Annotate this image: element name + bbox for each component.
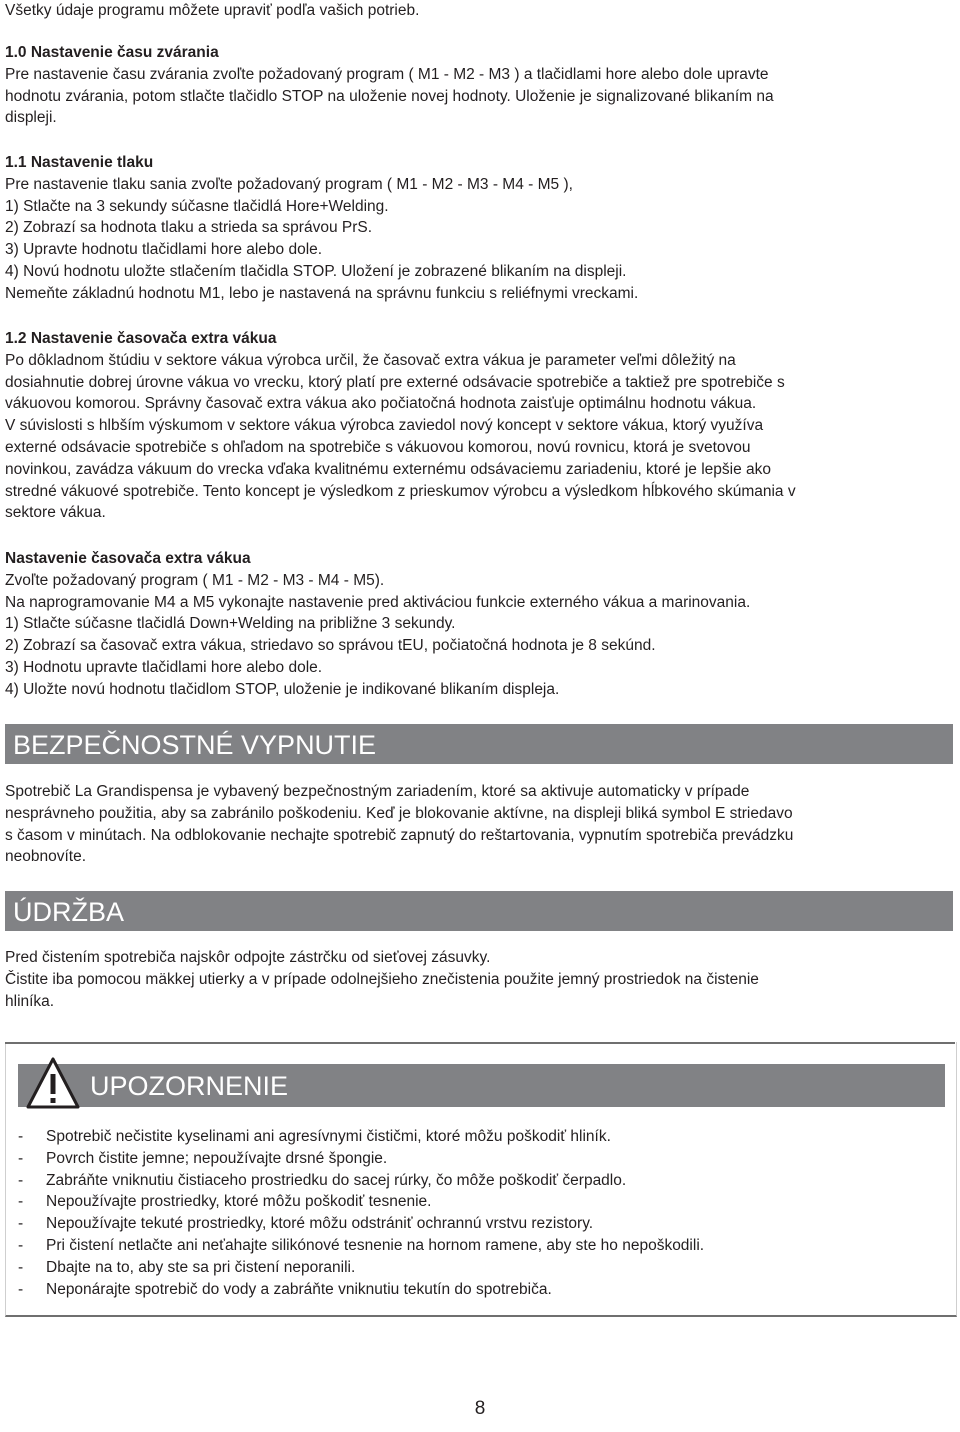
list-item-text: Spotrebič nečistite kyselinami ani agresívnymi čističmi, ktoré môžu poškodiť hliník. bbox=[46, 1128, 611, 1145]
intro-text bbox=[5, 0, 950, 22]
paragraph-line: Pre nastavenie tlaku sania zvoľte požadovaný program ( M1 - M2 - M3 - M4 - M5 ), bbox=[5, 175, 573, 193]
paragraph-line: 4) Novú hodnotu uložte stlačením tlačidla STOP. Uložení je zobrazené blikaním na displeji. bbox=[5, 262, 627, 280]
paragraph-line: 2) Zobrazí sa časovač extra vákua, striedavo so správou tEU, počiatočná hodnota je 8 sekúnd. bbox=[5, 637, 656, 655]
safety-section bbox=[5, 781, 950, 868]
section-1-1 bbox=[5, 152, 950, 305]
list-item-text: Nepoužívajte prostriedky, ktoré môžu poškodiť tesnenie. bbox=[46, 1193, 432, 1211]
paragraph-line: Pred čistením spotrebiča najskôr odpojte zástrčku od sieťovej zásuvky. bbox=[5, 949, 491, 966]
warning-heading: UPOZORNENIE bbox=[90, 1071, 289, 1101]
bullet-dash: - bbox=[18, 1258, 24, 1276]
paragraph-line: Spotrebič La Grandispensa je vybavený bezpečnostným zariadením, ktoré sa aktivuje automaticky v prípade bbox=[5, 783, 750, 800]
list-item-text: Zabráňte vniknutiu čistiaceho prostriedku do sacej rúrky, čo môže poškodiť čerpadlo. bbox=[46, 1171, 627, 1189]
paragraph-line: sektore vákua. bbox=[5, 504, 106, 522]
list-item-text: Pri čistení netlačte ani neťahajte silikónové tesnenie na hornom ramene, aby ste ho nepoškodili. bbox=[46, 1236, 705, 1254]
paragraph-line: Nemeňte základnú hodnotu M1, lebo je nastavená na správnu funkciu s reliéfnymi vreckami. bbox=[5, 284, 639, 302]
warning-heading-banner bbox=[18, 1064, 945, 1107]
paragraph-line: hliníka. bbox=[5, 992, 55, 1010]
bullet-dash: - bbox=[18, 1149, 24, 1167]
bullet-dash: - bbox=[18, 1236, 24, 1254]
safety-heading-banner bbox=[5, 724, 953, 764]
maintenance-section bbox=[5, 947, 950, 1012]
bullet-dash: - bbox=[18, 1171, 24, 1189]
paragraph-line: vákuovou komorou. Správny časovač extra vákua ako počiatočná hodnota zaisťuje optimálnu hodnotu vákua. bbox=[5, 395, 757, 413]
bullet-dash: - bbox=[18, 1280, 24, 1298]
list-item bbox=[18, 1257, 938, 1279]
paragraph-line: hodnotu zvárania, potom stlačte tlačidlo STOP na uloženie novej hodnoty. Uloženie je signalizované blikaním na bbox=[5, 87, 774, 105]
paragraph-line: 3) Upravte hodnotu tlačidlami hore alebo dole. bbox=[5, 241, 323, 259]
paragraph-line: Na naprogramovanie M4 a M5 vykonajte nastavenie pred aktiváciou funkcie externého vákua a marinovania. bbox=[5, 593, 751, 611]
paragraph-line: Zvoľte požadovaný program ( M1 - M2 - M3 - M4 - M5). bbox=[5, 571, 385, 589]
paragraph-line: 1) Stlačte súčasne tlačidlá Down+Welding na približne 3 sekundy. bbox=[5, 615, 456, 633]
bullet-dash: - bbox=[18, 1128, 24, 1145]
paragraph-line: s časom v minútach. Na odblokovanie nechajte spotrebič zapnutý do reštartovania, vypnutím spotrebiča prevádzku bbox=[5, 826, 794, 844]
paragraph-line: novinkou, zavádza vákuum do vrecka vďaka kvalitnému externému odsávaciemu zariadeniu, ktoré je lepšie ako bbox=[5, 460, 771, 478]
section-1-2 bbox=[5, 328, 950, 524]
list-item bbox=[18, 1213, 938, 1235]
warning-list bbox=[18, 1126, 938, 1300]
paragraph-line: Pre nastavenie času zvárania zvoľte požadovaný program ( M1 - M2 - M3 ) a tlačidlami hore alebo dole upravte bbox=[5, 65, 769, 83]
maintenance-heading-banner bbox=[5, 891, 953, 931]
paragraph-line: externé odsávacie spotrebiče s ohľadom na spotrebiče s vákuovou komorou, novú rovnicu, ktorá je svetovou bbox=[5, 438, 751, 456]
paragraph-line: 3) Hodnotu upravte tlačidlami hore alebo dole. bbox=[5, 658, 323, 676]
intro-line: Všetky údaje programu môžete upraviť podľa vašich potrieb. bbox=[5, 2, 420, 19]
paragraph-line: Čistite iba pomocou mäkkej utierky a v prípade odolnejšieho znečistenia použite jemný prostriedok na čistenie bbox=[5, 970, 759, 988]
list-item bbox=[18, 1126, 938, 1148]
bullet-dash: - bbox=[18, 1215, 24, 1233]
list-item-text: Nepoužívajte tekuté prostriedky, ktoré môžu odstrániť ochrannú vrstvu rezistory. bbox=[46, 1215, 594, 1233]
section-title: Nastavenie časovača extra vákua bbox=[5, 550, 251, 567]
paragraph-line: 2) Zobrazí sa hodnota tlaku a strieda sa správou PrS. bbox=[5, 219, 373, 237]
list-item-text: Dbajte na to, aby ste sa pri čistení neporanili. bbox=[46, 1258, 356, 1276]
paragraph-line: dosiahnutie dobrej úrovne vákua vo vrecku, ktorý platí pre externé odsávacie spotrebiče a taktiež pre spotrebiče s bbox=[5, 373, 785, 391]
paragraph-line: nesprávneho použitia, aby sa zabránilo poškodeniu. Keď je blokovanie aktívne, na displeji bliká symbol E striedavo bbox=[5, 804, 793, 822]
warning-triangle-icon bbox=[25, 1056, 81, 1110]
section-title: 1.1 Nastavenie tlaku bbox=[5, 154, 154, 171]
list-item bbox=[18, 1235, 938, 1257]
section-1-0 bbox=[5, 42, 950, 129]
paragraph-line: 1) Stlačte na 3 sekundy súčasne tlačidlá Hore+Welding. bbox=[5, 197, 389, 215]
paragraph-line: neobnovíte. bbox=[5, 848, 87, 866]
list-item bbox=[18, 1148, 938, 1170]
paragraph-line: stredné vákuové spotrebiče. Tento koncept je výsledkom z prieskumov výrobcu a výsledkom hĺbkového skúmania v bbox=[5, 482, 796, 500]
page-number: 8 bbox=[474, 1398, 486, 1419]
list-item bbox=[18, 1170, 938, 1192]
paragraph-line: Po dôkladnom štúdiu v sektore vákua výrobca určil, že časovač extra vákua je parameter veľmi dôležitý na bbox=[5, 351, 736, 369]
warning-box-top-border bbox=[5, 1042, 955, 1044]
paragraph-line: 4) Uložte novú hodnotu tlačidlom STOP, uloženie je indikované blikaním displeja. bbox=[5, 680, 560, 698]
list-item-text: Povrch čistite jemne; nepoužívajte drsné špongie. bbox=[46, 1149, 388, 1167]
section-title: 1.0 Nastavenie času zvárania bbox=[5, 44, 219, 61]
maintenance-heading: ÚDRŽBA bbox=[13, 897, 125, 927]
list-item-text: Neponárajte spotrebič do vody a zabráňte vniknutiu tekutín do spotrebiča. bbox=[46, 1280, 552, 1298]
paragraph-line: V súvislosti s hlbším výskumom v sektore vákua výrobca zaviedol nový koncept v sektore vákua, ktorý využíva bbox=[5, 417, 764, 435]
list-item bbox=[18, 1279, 938, 1301]
bullet-dash: - bbox=[18, 1193, 24, 1211]
safety-heading: BEZPEČNOSTNÉ VYPNUTIE bbox=[13, 730, 377, 760]
list-item bbox=[18, 1191, 938, 1213]
paragraph-line: displeji. bbox=[5, 109, 57, 127]
section-title: 1.2 Nastavenie časovača extra vákua bbox=[5, 330, 277, 347]
section-extra-vacuum-timer bbox=[5, 548, 950, 701]
